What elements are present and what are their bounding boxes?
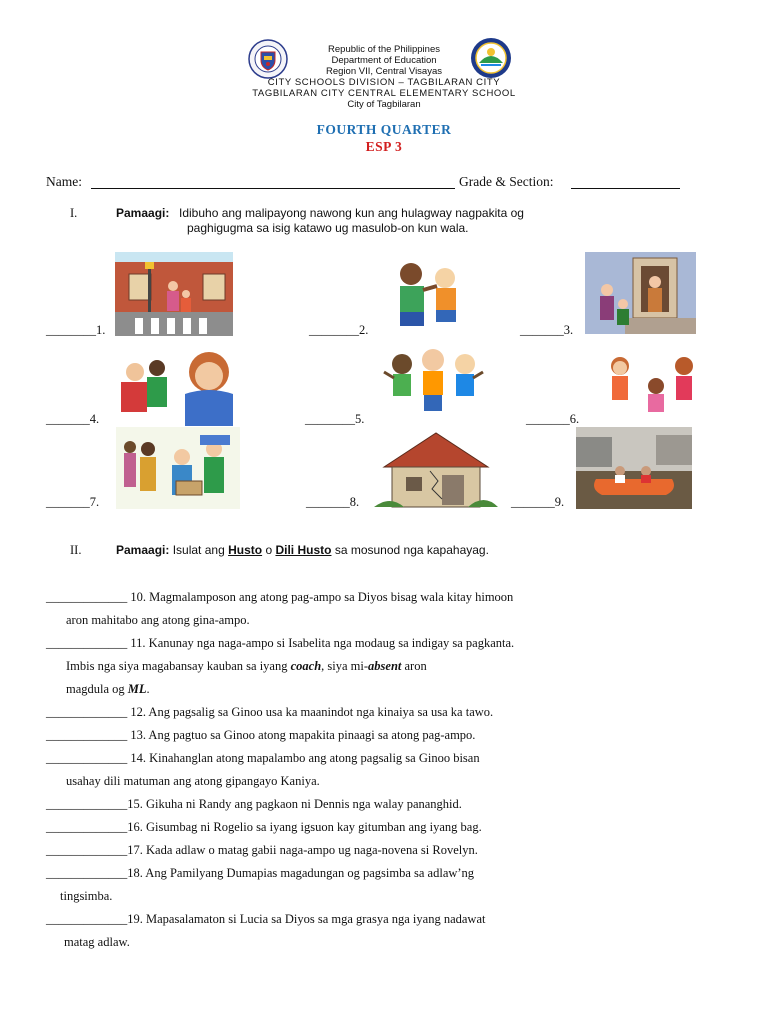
q14-blank[interactable]: _____________: [46, 751, 128, 765]
part1-instruction-line2: paghigugma sa isig katawo ug masulob-on kun wala.: [187, 221, 469, 235]
item-8-blank[interactable]: _______: [306, 495, 350, 509]
part2-instr-a: Isulat ang: [172, 543, 225, 557]
part2-instruction: [116, 543, 489, 557]
header-school: TAGBILARAN CITY CENTRAL ELEMENTARY SCHOOL: [252, 88, 516, 99]
item-1-blank[interactable]: ________: [46, 323, 96, 337]
q14-text: 14. Kinahanglan atong mapalambo ang atong pagsalig sa Ginoo bisan: [130, 751, 480, 765]
crossing-street-picture: [115, 252, 233, 336]
q16-text: 16. Gisumbag ni Rogelio sa iyang igsuon kay gitumban ang iyang bag.: [127, 820, 482, 834]
subject-title: ESP 3: [365, 139, 403, 154]
part1-instruction-line1: Idibuho ang malipayong nawong kun ang hulagway nagpakita og: [179, 206, 524, 220]
q13-blank[interactable]: _____________: [46, 728, 128, 742]
q18-text-cont: tingsimba.: [60, 889, 113, 903]
item-4-blank[interactable]: _______: [46, 412, 90, 426]
item-8-number: 8.: [349, 495, 360, 509]
q11-text-cont: [66, 659, 427, 674]
quarter-title: FOURTH QUARTER: [316, 122, 452, 137]
q11-period: .: [146, 682, 150, 696]
item-7-number: 7.: [89, 495, 100, 509]
kids-whispering-picture: [113, 342, 237, 426]
q10-text: 10. Magmalamposon ang atong pag-ampo sa Diyos bisag wala kitay himoon: [130, 590, 514, 604]
part2-instr-o: o: [265, 543, 273, 557]
q19-blank[interactable]: _____________: [46, 912, 128, 926]
part1-label: Pamaagi:: [116, 206, 170, 220]
q11-absent: absent: [368, 659, 402, 673]
q11-text: 11. Kanunay nga naga-ampo si Isabelita nga modaug sa indigay sa pagkanta.: [130, 636, 515, 650]
item-2-number: 2.: [359, 323, 369, 337]
name-field[interactable]: [91, 188, 455, 189]
q11-blank[interactable]: _____________: [46, 636, 128, 650]
item-5-blank[interactable]: ________: [305, 412, 355, 426]
q17-blank[interactable]: _____________: [46, 843, 128, 857]
item-9-blank[interactable]: _______: [511, 495, 555, 509]
q19-text: 19. Mapasalamaton si Lucia sa Diyos sa mga grasya nga iyang nadawat: [127, 912, 486, 926]
q18-text: 18. Ang Pamilyang Dumapias magadungan og pagsimba sa adlaw’ng: [127, 866, 475, 880]
grade-section-field[interactable]: [571, 188, 680, 189]
kids-comforting-picture: [600, 352, 700, 418]
item-9-number: 9.: [554, 495, 565, 509]
happy-children-picture: [376, 342, 491, 420]
part2-dili-husto: Dili Husto: [275, 543, 332, 557]
q10-text-cont: aron mahitabo ang atong gina-ampo.: [66, 613, 250, 627]
item-5-number: 5.: [355, 412, 365, 426]
part2-husto: Husto: [228, 543, 263, 557]
q11-text-end: [66, 682, 150, 697]
q11-part4: magdula og: [66, 682, 125, 696]
item-3-blank[interactable]: _______: [520, 323, 564, 337]
q11-coach: coach: [290, 659, 322, 673]
item-1-number: 1.: [96, 323, 106, 337]
kids-arguing-picture: [381, 256, 473, 334]
q14-text-cont: usahay dili matuman ang atong gipangayo Kaniya.: [66, 774, 320, 788]
q12-text: 12. Ang pagsalig sa Ginoo usa ka maanindot nga kinaiya sa usa ka tawo.: [130, 705, 494, 719]
name-label: Name:: [46, 174, 82, 189]
header-republic: Republic of the Philippines: [328, 44, 440, 55]
header-region: Region VII, Central Visayas: [326, 66, 442, 77]
item-3-number: 3.: [563, 323, 574, 337]
item-2-blank[interactable]: ________: [309, 323, 359, 337]
q12-blank[interactable]: _____________: [46, 705, 128, 719]
q15-blank[interactable]: _____________: [46, 797, 128, 811]
item-6-blank[interactable]: _______: [526, 412, 570, 426]
family-porch-picture: [585, 252, 696, 334]
q19-text-cont: matag adlaw.: [64, 935, 130, 949]
q11-part1: Imbis nga siya magabansay kauban sa iyang: [66, 659, 288, 673]
relief-goods-picture: [116, 427, 240, 509]
item-7-blank[interactable]: _______: [46, 495, 90, 509]
q17-text: 17. Kada adlaw o matag gabii naga-ampo ug naga-novena si Rovelyn.: [127, 843, 478, 857]
flood-rescue-picture: [576, 427, 692, 509]
q13-text: 13. Ang pagtuo sa Ginoo atong mapakita pinaagi sa atong pag-ampo.: [130, 728, 476, 742]
part1-numeral: I.: [70, 206, 78, 220]
q11-ml: ML: [127, 682, 147, 696]
grade-section-label: Grade & Section:: [459, 174, 554, 189]
q18-blank[interactable]: _____________: [46, 866, 128, 880]
header-department: Department of Education: [331, 55, 437, 66]
part2-numeral: II.: [70, 543, 82, 557]
q11-part3: aron: [404, 659, 427, 673]
item-4-number: 4.: [89, 412, 100, 426]
part2-label: Pamaagi:: [116, 543, 170, 557]
header-city: City of Tagbilaran: [347, 99, 421, 110]
q15-text: 15. Gikuha ni Randy ang pagkaon ni Dennis nga walay pananghid.: [127, 797, 462, 811]
q10-blank[interactable]: _____________: [46, 590, 128, 604]
part2-instr-b: sa mosunod nga kapahayag.: [334, 543, 489, 557]
item-6-number: 6.: [569, 412, 580, 426]
q11-part2: , siya mi-: [321, 659, 369, 673]
damaged-house-picture: [370, 427, 502, 511]
header-division: CITY SCHOOLS DIVISION – TAGBILARAN CITY: [267, 77, 501, 88]
q16-blank[interactable]: _____________: [46, 820, 128, 834]
